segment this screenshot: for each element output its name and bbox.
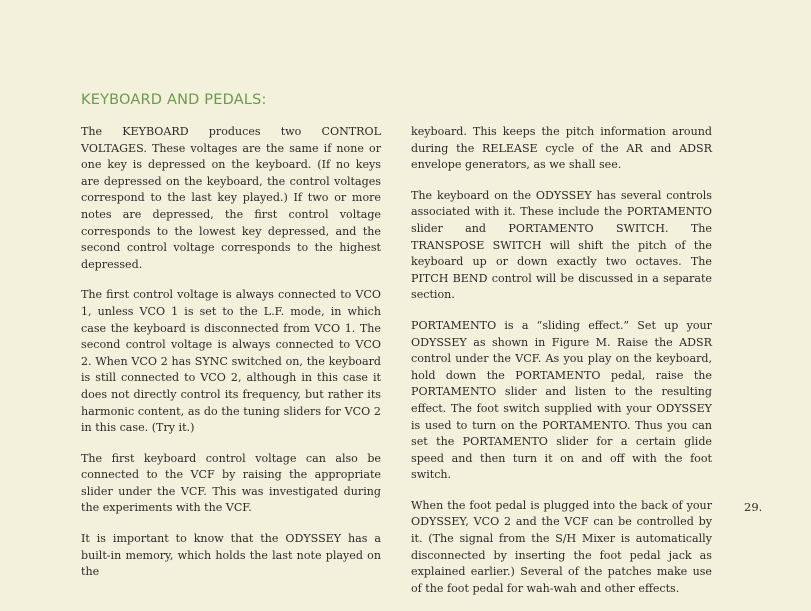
paragraph-vco-connections: The first control voltage is always connected to VCO 1, unless VCO 1 is set to the L.F. mode, in which case the keyboard is disconnected from VCO 1. The second control voltage is always connected to VCO 2. When VCO 2 has SYNC switched on, the keyboard is still connected to VCO 2, although in this case it does not directly control its frequency, but rather its harmonic content, as do the tuning sliders for VCO 2 in this case. (Try it.): [81, 288, 381, 435]
paragraph-portamento: PORTAMENTO is a “sliding effect.” Set up your ODYSSEY as shown in Figure M. Raise the ADSR control under the VCF. As you play on the keyboard, hold down the PORTAMENTO pedal, raise the PORTAMENTO slider and listen to the resulting effect. The foot switch supplied with your ODYSSEY is used to turn on the PORTAMENTO. Thus you can set the PORTAMENTO slider for a certain glide speed and then turn it on and off with the foot switch.: [411, 318, 712, 482]
right-column: [411, 124, 712, 611]
paragraph-keyboard-voltages: The KEYBOARD produces two CONTROL VOLTAGES. These voltages are the same if none or one key is depressed on the keyboard. (If no keys are depressed on the keyboard, the control voltages correspond to the last key played.) If two or more notes are depressed, the first control voltage corresponds to the lowest key depressed, and the second control voltage corresponds to the highest depressed.: [81, 125, 381, 271]
paragraph-memory: It is important to know that the ODYSSEY has a built-in memory, which holds the last note played on the: [81, 532, 381, 579]
paragraph-release-cycle: keyboard. This keeps the pitch information around during the RELEASE cycle of the AR and ADSR envelope generators, as we shall see.: [411, 125, 712, 172]
section-heading: KEYBOARD AND PEDALS:: [81, 92, 267, 108]
page-number: 29.: [744, 500, 763, 514]
paragraph-foot-pedal: When the foot pedal is plugged into the back of your ODYSSEY, VCO 2 and the VCF can be controlled by it. (The signal from the S/H Mixer is automatically disconnected by inserting the foot pedal jack as explained earlier.) Several of the patches make use of the foot pedal for wah-wah and other effects.: [411, 498, 712, 595]
paragraph-keyboard-controls: The keyboard on the ODYSSEY has several controls associated with it. These include the PORTAMENTO slider and PORTAMENTO SWITCH. The TRANSPOSE SWITCH will shift the pitch of the keyboard up or down exactly two octaves. The PITCH BEND control will be discussed in a separate section.: [411, 188, 712, 302]
left-column: [81, 124, 381, 595]
paragraph-vcf-connection: The first keyboard control voltage can also be connected to the VCF by raising the appropriate slider under the VCF. This was investigated during the experiments with the VCF.: [81, 451, 381, 515]
